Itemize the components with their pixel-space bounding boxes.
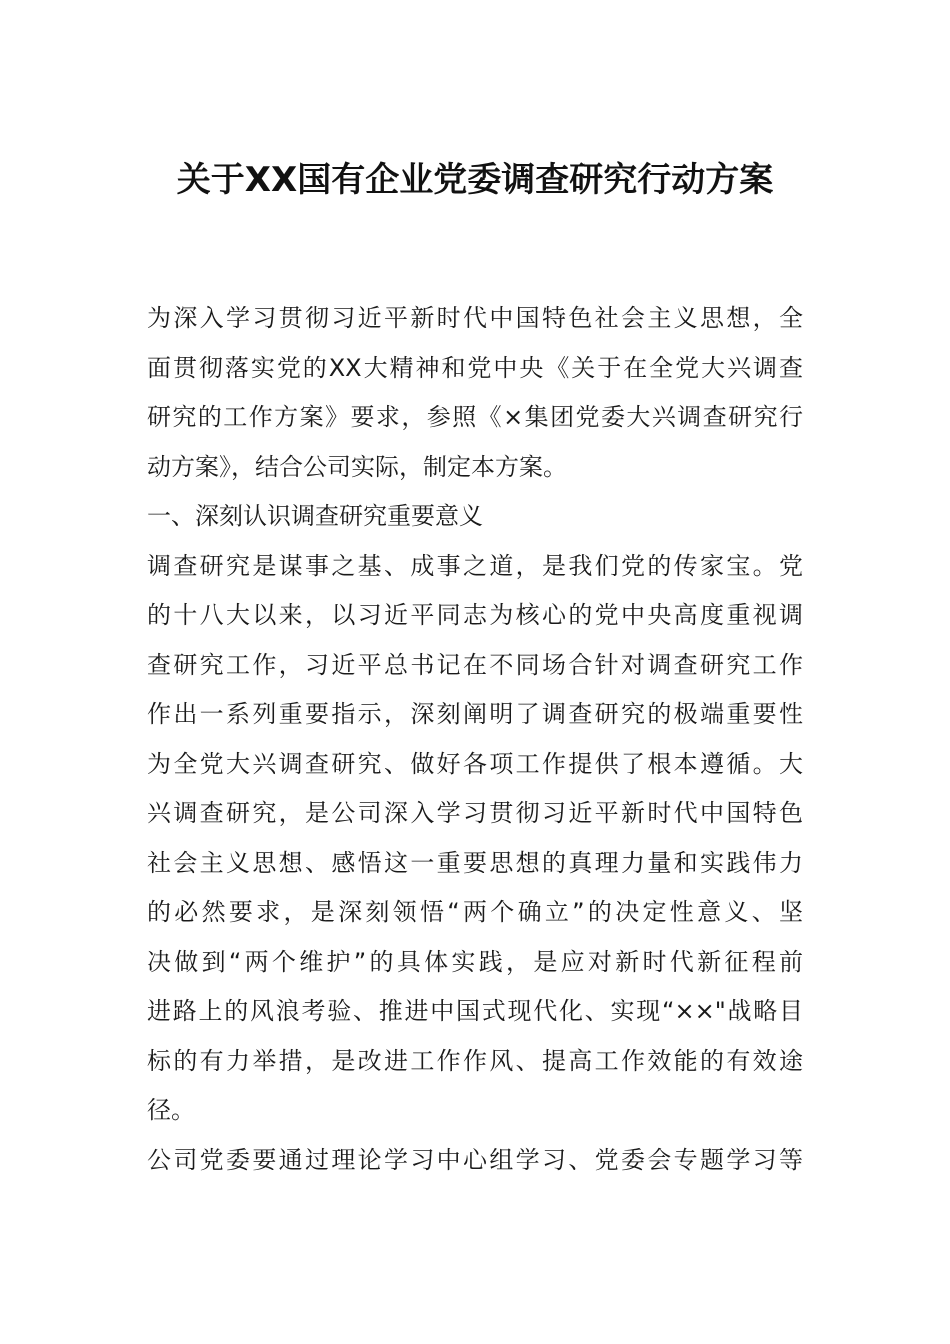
paragraph-line: 动方案》，结合公司实际，制定本方案。	[147, 452, 567, 481]
paragraph-line: 面贯彻落实党的XX大精神和党中央《关于在全党大兴调查	[147, 353, 803, 382]
paragraph-line: 研究的工作方案》要求，参照《×集团党委大兴调查研究行	[147, 403, 803, 431]
paragraph-line: 决做到“两个维护”的具体实践，是应对新时代新征程前	[147, 947, 803, 976]
paragraph-line: 径。	[147, 1096, 195, 1124]
paragraph-line: 的必然要求，是深刻领悟“两个确立”的决定性意义、坚	[147, 898, 803, 926]
paragraph-line: 作出一系列重要指示，深刻阐明了调查研究的极端重要性	[147, 700, 803, 728]
paragraph-line: 社会主义思想、感悟这一重要思想的真理力量和实践伟力	[147, 848, 803, 877]
paragraph-line: 查研究工作，习近平总书记在不同场合针对调查研究工作	[147, 650, 803, 679]
paragraph-line: 兴调查研究，是公司深入学习贯彻习近平新时代中国特色	[147, 799, 803, 827]
paragraph-line: 为深入学习贯彻习近平新时代中国特色社会主义思想，全	[147, 304, 803, 332]
paragraph-line: 为全党大兴调查研究、做好各项工作提供了根本遵循。大	[147, 749, 803, 778]
paragraph-line: 公司党委要通过理论学习中心组学习、党委会专题学习等	[147, 1145, 803, 1174]
document-title: 关于XX国有企业党委调查研究行动方案	[176, 160, 774, 200]
section-heading: 一、深刻认识调查研究重要意义	[147, 502, 483, 530]
paragraph-line: 的十八大以来，以习近平同志为核心的党中央高度重视调	[147, 601, 803, 629]
document-body	[147, 294, 803, 1185]
paragraph-line: 调查研究是谋事之基、成事之道，是我们党的传家宝。党	[147, 551, 803, 580]
paragraph-line: 标的有力举措，是改进工作作风、提高工作效能的有效途	[147, 1046, 803, 1075]
paragraph-line: 进路上的风浪考验、推进中国式现代化、实现“××"战略目	[147, 997, 803, 1025]
